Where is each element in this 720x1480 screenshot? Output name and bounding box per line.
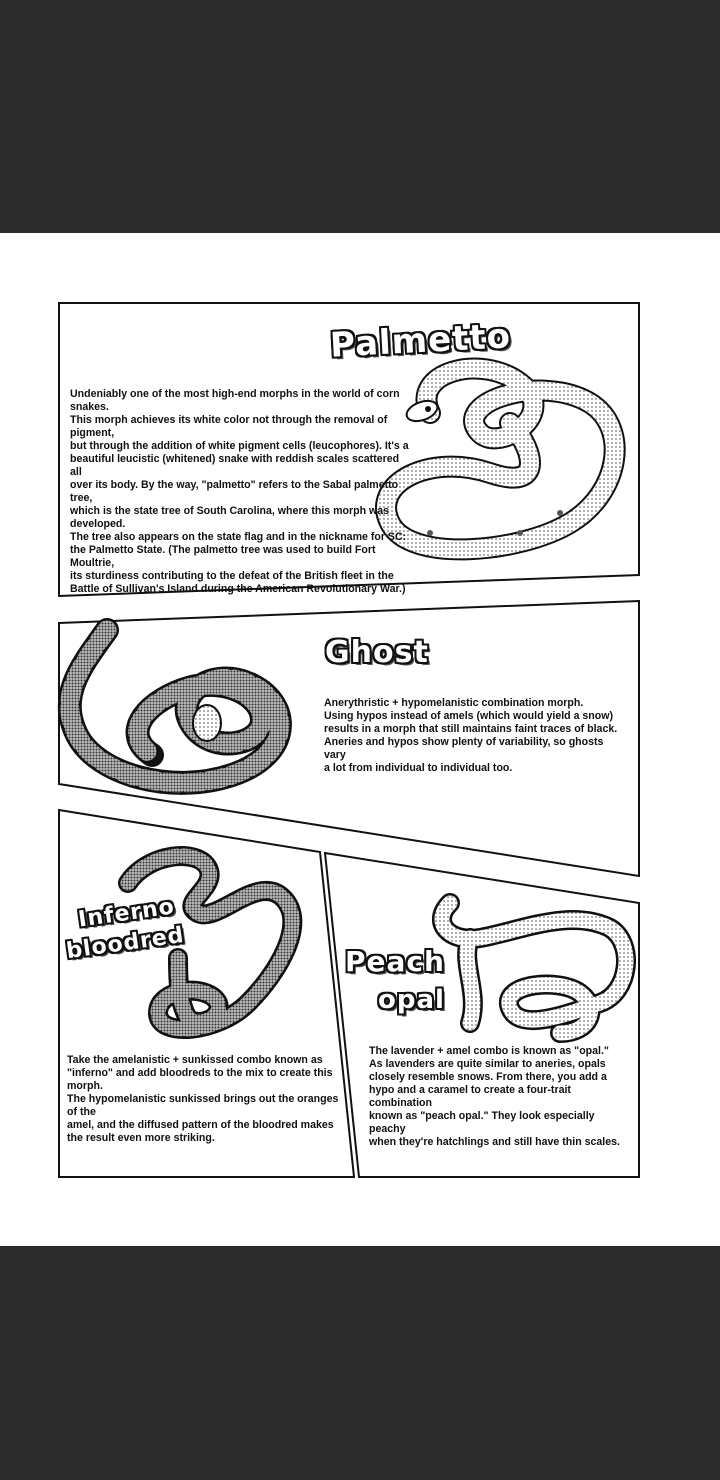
inferno-title-line1: Inferno — [76, 894, 177, 933]
bottom-dark-bar — [0, 1246, 720, 1480]
comic-page — [0, 233, 720, 1246]
palmetto-description: Undeniably one of the most high-end morphs in the world of corn snakes. This morph achieves its white color not through the removal of pigment, but through the addition of white pigment cells (leucophores). It's a beautiful leucistic (whitened) snake with reddish scales scattered all over its body. By the way, "palmetto" refers to the Sabal palmetto tree, which is the state tree of South Carolina, where this morph was developed. The tree also appears on the state flag and in the nickname for SC: the Palmetto State. (The palmetto tree was used to build Fort Moultrie, its sturdiness contributing to the defeat of the British fleet in the Battle of Sullivan's Island during the American Revolutionary War.) — [70, 388, 409, 595]
palmetto-title: Palmetto — [329, 316, 512, 366]
inferno-title-line2: bloodred — [64, 922, 186, 965]
peach-opal-description: The lavender + amel combo is known as "opal." As lavenders are quite similar to aneries, opals closely resemble snows. From there, you add a hypo and a caramel to create a four-trait combination known as "peach opal." They look especially peachy when they're hatchlings and still have thin scales. — [369, 1045, 620, 1148]
ghost-description: Anerythristic + hypomelanistic combination morph. Using hypos instead of amels (which would yield a snow) results in a morph that still maintains faint traces of black. Aneries and hypos show plenty of variability, so ghosts vary a lot from individual to individual too. — [324, 697, 618, 774]
top-dark-bar — [0, 0, 720, 233]
peach-opal-snake-illustration — [430, 883, 640, 1043]
peach-opal-title-line1: Peach — [345, 945, 445, 978]
ghost-snake-illustration — [62, 625, 317, 805]
palmetto-snake-illustration — [370, 333, 640, 578]
peach-opal-title-line2: opal — [378, 985, 445, 1015]
ghost-title: Ghost — [325, 635, 429, 670]
inferno-description: Take the amelanistic + sunkissed combo known as "inferno" and add bloodreds to the mix to create this morph. The hypomelanistic sunkissed brings out the oranges of the amel, and the diffused pattern of the bloodred makes the result even more striking. — [67, 1054, 339, 1144]
